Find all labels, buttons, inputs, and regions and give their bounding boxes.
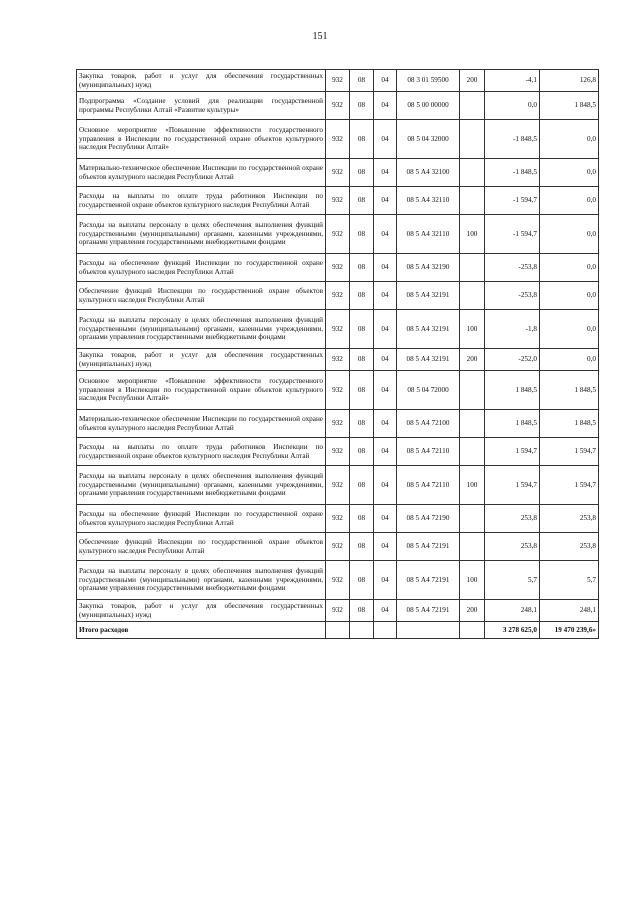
- section-code: 08: [350, 438, 374, 466]
- section-code: 08: [350, 159, 374, 187]
- admin-code: 932: [326, 187, 350, 215]
- subsection-code: 04: [374, 438, 397, 466]
- admin-code: 932: [326, 70, 350, 92]
- table-row: [77, 92, 599, 120]
- expense-type: 200: [460, 600, 485, 622]
- row-name: Подпрограмма «Создание условий для реализации государственной программы Республики Алтай «Развитие культуры»: [77, 92, 326, 120]
- sum-2: 0,0: [540, 120, 599, 159]
- target-article: 08 5 А4 72110: [397, 438, 460, 466]
- table-row: [77, 533, 599, 561]
- expense-type: 200: [460, 349, 485, 371]
- section-code: 08: [350, 120, 374, 159]
- section-code: 08: [350, 92, 374, 120]
- sum-2: 1 848,5: [540, 92, 599, 120]
- expense-type: [460, 533, 485, 561]
- admin-code: 932: [326, 92, 350, 120]
- table-row: [77, 254, 599, 282]
- sum-1: 253,8: [485, 505, 540, 533]
- total-empty-cell: [397, 622, 460, 639]
- row-name: Обеспечение функций Инспекции по государственной охране объектов культурного наследия Республики Алтай: [77, 282, 326, 310]
- sum-1: -1 594,7: [485, 215, 540, 254]
- table-row: [77, 187, 599, 215]
- target-article: 08 5 А4 72110: [397, 466, 460, 505]
- section-code: 08: [350, 215, 374, 254]
- subsection-code: 04: [374, 120, 397, 159]
- row-name: Расходы на выплаты персоналу в целях обеспечения выполнения функций государственными (муниципальными) органами, казенными учреждениями, органами управления государственными внебюджетными фондами: [77, 310, 326, 349]
- total-sum-2: 19 470 239,6»: [540, 622, 599, 639]
- section-code: 08: [350, 70, 374, 92]
- sum-2: 1 594,7: [540, 438, 599, 466]
- expense-type: [460, 410, 485, 438]
- budget-table: [76, 69, 599, 639]
- sum-2: 1 848,5: [540, 371, 599, 410]
- table-row: [77, 561, 599, 600]
- table-row: [77, 70, 599, 92]
- row-name: Материально-техническое обеспечение Инспекции по государственной охране объектов культурного наследия Республики Алтай: [77, 159, 326, 187]
- sum-1: -1 848,5: [485, 120, 540, 159]
- row-name: Расходы на выплаты по оплате труда работников Инспекции по государственной охране объектов культурного наследия Республики Алтай: [77, 187, 326, 215]
- target-article: 08 5 А4 72191: [397, 533, 460, 561]
- total-empty-cell: [350, 622, 374, 639]
- sum-1: -253,8: [485, 282, 540, 310]
- row-name: Расходы на выплаты персоналу в целях обеспечения выполнения функций государственными (муниципальными) органами, казенными учреждениями, органами управления государственными внебюджетными фондами: [77, 561, 326, 600]
- expense-type: 100: [460, 310, 485, 349]
- admin-code: 932: [326, 438, 350, 466]
- row-name: Закупка товаров, работ и услуг для обеспечения государственных (муниципальных) нужд: [77, 349, 326, 371]
- row-name: Закупка товаров, работ и услуг для обеспечения государственных (муниципальных) нужд: [77, 600, 326, 622]
- table-row: [77, 371, 599, 410]
- expense-type: 100: [460, 561, 485, 600]
- admin-code: 932: [326, 505, 350, 533]
- row-name: Расходы на обеспечение функций Инспекции по государственной охране объектов культурного наследия Республики Алтай: [77, 505, 326, 533]
- admin-code: 932: [326, 254, 350, 282]
- admin-code: 932: [326, 466, 350, 505]
- subsection-code: 04: [374, 561, 397, 600]
- total-empty-cell: [460, 622, 485, 639]
- sum-2: 0,0: [540, 187, 599, 215]
- sum-2: 0,0: [540, 159, 599, 187]
- sum-1: 1 848,5: [485, 371, 540, 410]
- subsection-code: 04: [374, 187, 397, 215]
- sum-2: 0,0: [540, 310, 599, 349]
- total-empty-cell: [326, 622, 350, 639]
- target-article: 08 5 А4 32100: [397, 159, 460, 187]
- subsection-code: 04: [374, 70, 397, 92]
- sum-1: -253,8: [485, 254, 540, 282]
- subsection-code: 04: [374, 410, 397, 438]
- page-number: 151: [312, 31, 328, 42]
- table-row: [77, 466, 599, 505]
- budget-table-body: [77, 70, 599, 622]
- total-sum-1: 3 278 625,0: [485, 622, 540, 639]
- subsection-code: 04: [374, 371, 397, 410]
- section-code: 08: [350, 282, 374, 310]
- admin-code: 932: [326, 533, 350, 561]
- sum-1: -1,8: [485, 310, 540, 349]
- sum-1: -4,1: [485, 70, 540, 92]
- table-row: [77, 282, 599, 310]
- target-article: 08 5 А4 72191: [397, 600, 460, 622]
- table-row: [77, 349, 599, 371]
- target-article: 08 5 А4 72190: [397, 505, 460, 533]
- table-row: [77, 438, 599, 466]
- expense-type: [460, 505, 485, 533]
- sum-2: 0,0: [540, 349, 599, 371]
- section-code: 08: [350, 371, 374, 410]
- sum-2: 248,1: [540, 600, 599, 622]
- subsection-code: 04: [374, 254, 397, 282]
- row-name: Расходы на обеспечение функций Инспекции по государственной охране объектов культурного наследия Республики Алтай: [77, 254, 326, 282]
- sum-1: -252,0: [485, 349, 540, 371]
- table-row: [77, 310, 599, 349]
- sum-1: -1 848,5: [485, 159, 540, 187]
- expense-type: [460, 187, 485, 215]
- table-row: [77, 120, 599, 159]
- section-code: 08: [350, 505, 374, 533]
- sum-1: 5,7: [485, 561, 540, 600]
- expense-type: [460, 371, 485, 410]
- sum-2: 1 594,7: [540, 466, 599, 505]
- sum-1: 248,1: [485, 600, 540, 622]
- target-article: 08 5 А4 72100: [397, 410, 460, 438]
- total-label: Итого расходов: [77, 622, 326, 639]
- target-article: 08 5 А4 32191: [397, 310, 460, 349]
- section-code: 08: [350, 187, 374, 215]
- admin-code: 932: [326, 410, 350, 438]
- section-code: 08: [350, 349, 374, 371]
- table-row: [77, 215, 599, 254]
- target-article: 08 5 04 72000: [397, 371, 460, 410]
- sum-2: 0,0: [540, 254, 599, 282]
- subsection-code: 04: [374, 349, 397, 371]
- target-article: 08 5 А4 32190: [397, 254, 460, 282]
- expense-type: [460, 282, 485, 310]
- row-name: Материально-техническое обеспечение Инспекции по государственной охране объектов культурного наследия Республики Алтай: [77, 410, 326, 438]
- sum-1: 1 594,7: [485, 466, 540, 505]
- table-row: [77, 600, 599, 622]
- target-article: 08 5 А4 72191: [397, 561, 460, 600]
- subsection-code: 04: [374, 310, 397, 349]
- admin-code: 932: [326, 215, 350, 254]
- subsection-code: 04: [374, 159, 397, 187]
- row-name: Расходы на выплаты персоналу в целях обеспечения выполнения функций государственными (муниципальными) органами, казенными учреждениями, органами управления государственными внебюджетными фондами: [77, 215, 326, 254]
- admin-code: 932: [326, 120, 350, 159]
- target-article: 08 5 А4 32191: [397, 349, 460, 371]
- table-row: [77, 159, 599, 187]
- subsection-code: 04: [374, 282, 397, 310]
- admin-code: 932: [326, 159, 350, 187]
- expense-type: [460, 92, 485, 120]
- subsection-code: 04: [374, 92, 397, 120]
- target-article: 08 5 А4 32110: [397, 215, 460, 254]
- section-code: 08: [350, 466, 374, 505]
- target-article: 08 5 00 00000: [397, 92, 460, 120]
- sum-2: 0,0: [540, 215, 599, 254]
- total-row: [77, 622, 599, 639]
- target-article: 08 5 А4 32191: [397, 282, 460, 310]
- admin-code: 932: [326, 282, 350, 310]
- sum-1: 1 594,7: [485, 438, 540, 466]
- expense-type: [460, 159, 485, 187]
- subsection-code: 04: [374, 533, 397, 561]
- sum-2: 0,0: [540, 282, 599, 310]
- target-article: 08 5 А4 32110: [397, 187, 460, 215]
- sum-1: 0,0: [485, 92, 540, 120]
- admin-code: 932: [326, 349, 350, 371]
- expense-type: [460, 438, 485, 466]
- subsection-code: 04: [374, 215, 397, 254]
- row-name: Обеспечение функций Инспекции по государственной охране объектов культурного наследия Республики Алтай: [77, 533, 326, 561]
- table-row: [77, 505, 599, 533]
- expense-type: 100: [460, 466, 485, 505]
- section-code: 08: [350, 561, 374, 600]
- sum-2: 126,8: [540, 70, 599, 92]
- target-article: 08 3 01 59500: [397, 70, 460, 92]
- expense-type: [460, 254, 485, 282]
- sum-2: 253,8: [540, 505, 599, 533]
- row-name: Основное мероприятие «Повышение эффективности государственного управления в Инспекции по государственной охране объектов культурного наследия Республики Алтай»: [77, 371, 326, 410]
- admin-code: 932: [326, 310, 350, 349]
- row-name: Расходы на выплаты персоналу в целях обеспечения выполнения функций государственными (муниципальными) органами, казенными учреждениями, органами управления государственными внебюджетными фондами: [77, 466, 326, 505]
- subsection-code: 04: [374, 466, 397, 505]
- expense-type: [460, 120, 485, 159]
- section-code: 08: [350, 254, 374, 282]
- sum-1: 253,8: [485, 533, 540, 561]
- subsection-code: 04: [374, 600, 397, 622]
- row-name: Основное мероприятие «Повышение эффективности государственного управления в Инспекции по государственной охране объектов культурного наследия Республики Алтай»: [77, 120, 326, 159]
- section-code: 08: [350, 410, 374, 438]
- admin-code: 932: [326, 600, 350, 622]
- admin-code: 932: [326, 371, 350, 410]
- sum-1: 1 848,5: [485, 410, 540, 438]
- expense-type: 100: [460, 215, 485, 254]
- subsection-code: 04: [374, 505, 397, 533]
- target-article: 08 5 04 32000: [397, 120, 460, 159]
- row-name: Закупка товаров, работ и услуг для обеспечения государственных (муниципальных) нужд: [77, 70, 326, 92]
- table-row: [77, 410, 599, 438]
- section-code: 08: [350, 310, 374, 349]
- sum-2: 253,8: [540, 533, 599, 561]
- section-code: 08: [350, 600, 374, 622]
- expense-type: 200: [460, 70, 485, 92]
- section-code: 08: [350, 533, 374, 561]
- sum-1: -1 594,7: [485, 187, 540, 215]
- row-name: Расходы на выплаты по оплате труда работников Инспекции по государственной охране объектов культурного наследия Республики Алтай: [77, 438, 326, 466]
- total-empty-cell: [374, 622, 397, 639]
- admin-code: 932: [326, 561, 350, 600]
- sum-2: 1 848,5: [540, 410, 599, 438]
- sum-2: 5,7: [540, 561, 599, 600]
